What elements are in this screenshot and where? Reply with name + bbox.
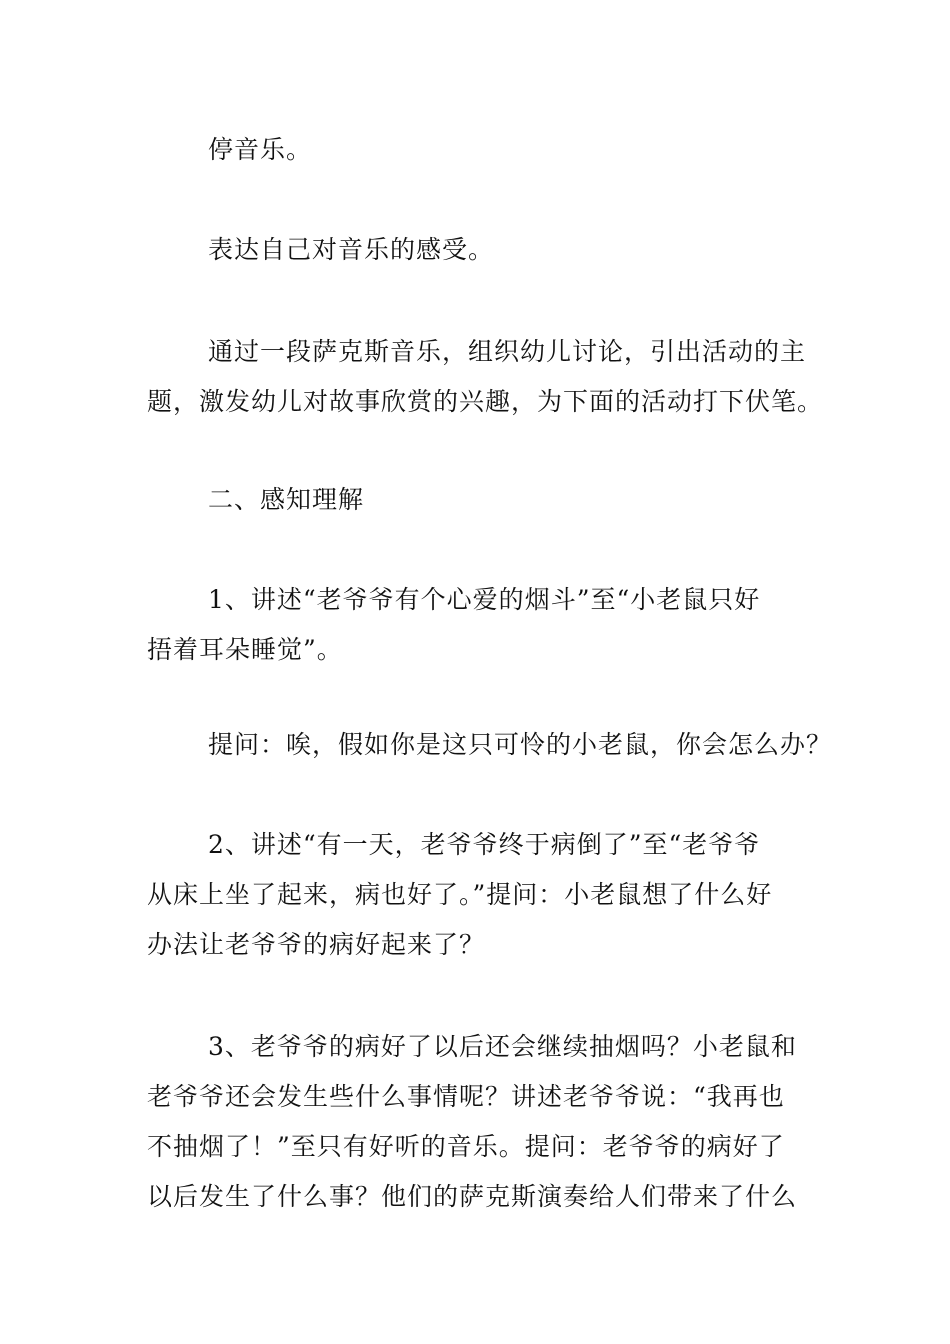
section-heading-text: 二、感知理解 (208, 485, 365, 514)
paragraph-saxophone-intro (147, 327, 824, 427)
paragraph-question-1 (147, 720, 833, 770)
paragraph-line: 1、讲述“老爷爷有个心爱的烟斗”至“小老鼠只好 (208, 585, 761, 614)
paragraph-stop-music (147, 125, 817, 175)
paragraph-line: 2、讲述“有一天，老爷爷终于病倒了”至“老爷爷 (208, 830, 761, 859)
paragraph-line: 捂着耳朵睡觉”。 (147, 635, 343, 664)
paragraph-line: 3、老爷爷的病好了以后还会继续抽烟吗？小老鼠和 (208, 1032, 797, 1061)
section-heading-perception (147, 475, 817, 525)
paragraph-line: 从床上坐了起来，病也好了。”提问：小老鼠想了什么好 (147, 880, 773, 909)
paragraph-step-2 (147, 820, 817, 970)
paragraph-step-3 (147, 1022, 817, 1222)
paragraph-express-feelings (147, 225, 817, 275)
paragraph-line: 提问：唉，假如你是这只可怜的小老鼠，你会怎么办？ (208, 730, 833, 759)
paragraph-line: 停音乐。 (208, 135, 313, 164)
paragraph-line: 表达自己对音乐的感受。 (208, 235, 495, 264)
paragraph-line: 不抽烟了！”至只有好听的音乐。提问：老爷爷的病好了 (147, 1132, 785, 1161)
paragraph-step-1 (147, 575, 817, 675)
paragraph-line: 办法让老爷爷的病好起来了？ (147, 930, 486, 959)
paragraph-line: 老爷爷还会发生些什么事情呢？讲述老爷爷说：“我再也 (147, 1082, 785, 1111)
paragraph-line: 通过一段萨克斯音乐，组织幼儿讨论，引出活动的主 (208, 337, 807, 366)
paragraph-line: 以后发生了什么事？他们的萨克斯演奏给人们带来了什么 (147, 1182, 798, 1211)
paragraph-line: 题，激发幼儿对故事欣赏的兴趣，为下面的活动打下伏笔。 (147, 387, 824, 416)
